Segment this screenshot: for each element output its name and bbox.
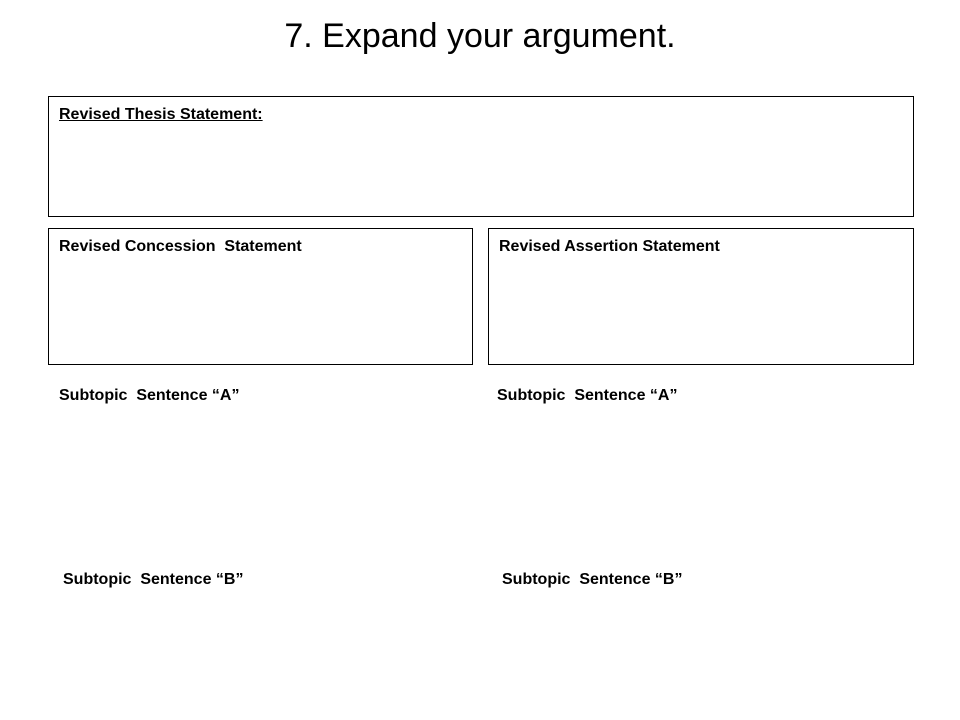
concession-label: Revised Concession Statement — [59, 238, 302, 255]
assertion-subtopic-a: Subtopic Sentence “A” — [497, 387, 678, 404]
assertion-box[interactable] — [488, 228, 914, 365]
concession-subtopic-b: Subtopic Sentence “B” — [63, 571, 244, 588]
concession-box[interactable] — [48, 228, 473, 365]
thesis-box[interactable] — [48, 96, 914, 217]
concession-subtopic-a: Subtopic Sentence “A” — [59, 387, 240, 404]
slide-title: 7. Expand your argument. — [284, 17, 676, 55]
thesis-label: Revised Thesis Statement: — [59, 106, 263, 123]
assertion-subtopic-b: Subtopic Sentence “B” — [502, 571, 683, 588]
assertion-label: Revised Assertion Statement — [499, 238, 720, 255]
